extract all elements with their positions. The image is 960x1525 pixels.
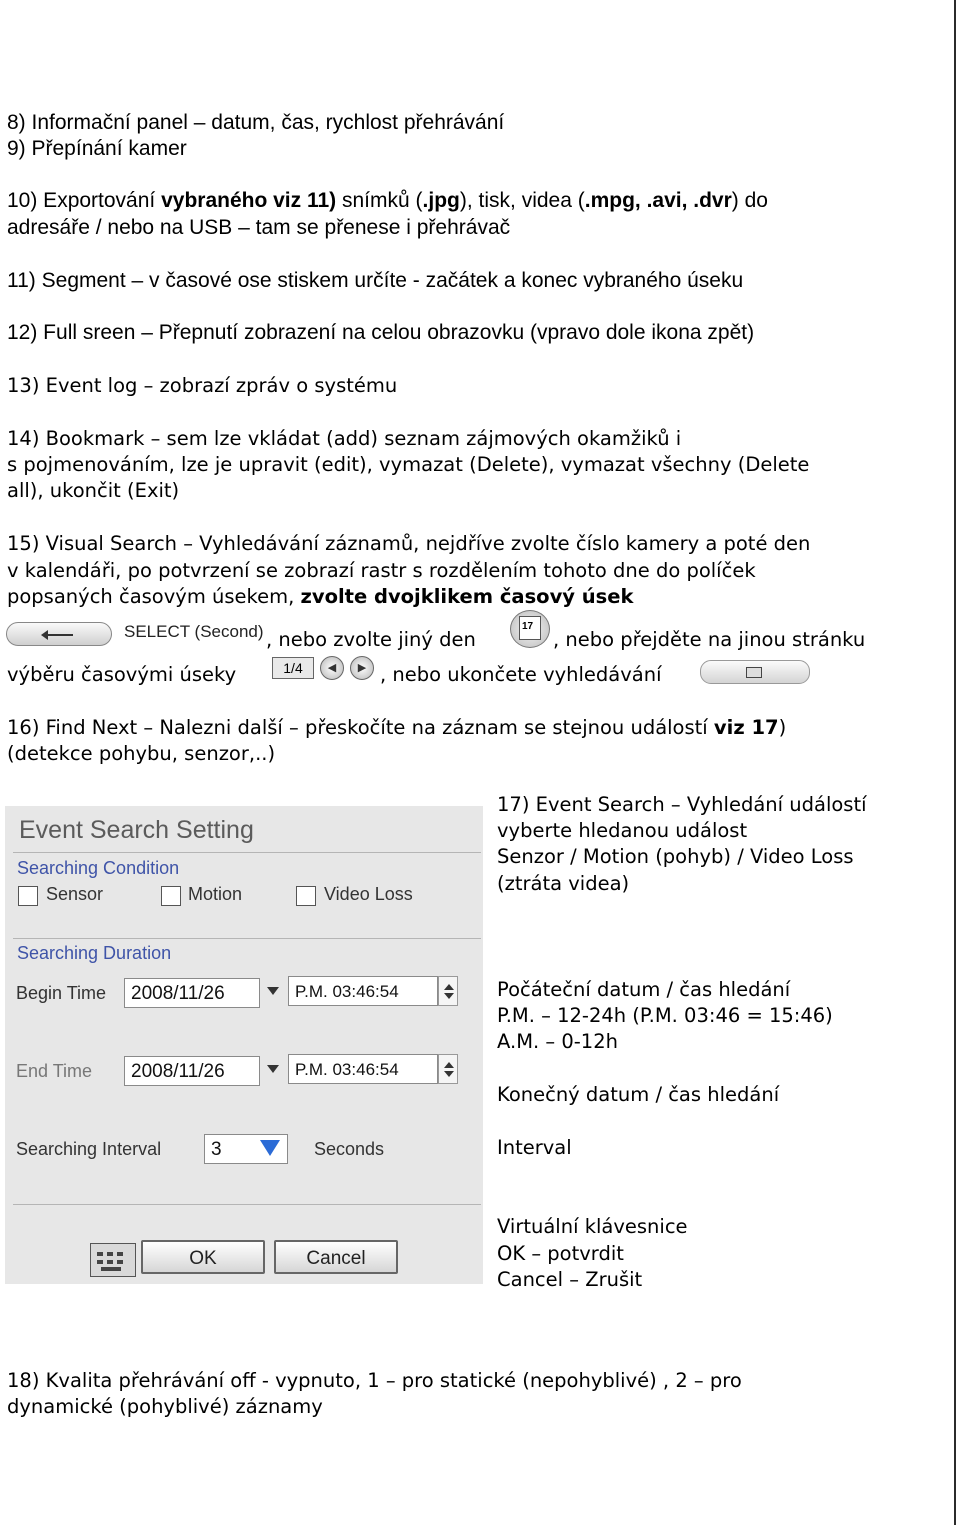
interval-select[interactable]: 3 (204, 1134, 288, 1164)
line-12: 12) Full sreen – Přepnutí zobrazení na celou obrazovku (vpravo dole ikona zpět) (7, 321, 755, 344)
line-13: 13) Event log – zobrazí zpráv o systému (7, 374, 398, 397)
text-fragment: ), tisk, videa ( (459, 189, 585, 212)
exit-search-button-image (700, 660, 810, 684)
motion-label: Motion (188, 884, 243, 904)
end-time-label: End Time (16, 1061, 93, 1081)
page-edge (954, 0, 956, 1525)
event-search-setting-dialog (5, 806, 483, 1284)
note-17a: 17) Event Search – Vyhledání událostí (497, 793, 867, 816)
sensor-label: Sensor (46, 884, 104, 904)
searching-condition-label: Searching Condition (17, 858, 180, 878)
key-glyph (97, 1260, 103, 1264)
sensor-checkbox[interactable] (18, 886, 38, 906)
end-time-spinner[interactable] (438, 1054, 458, 1084)
searching-duration-label: Searching Duration (17, 943, 172, 963)
note-keyboard: Virtuální klávesnice (497, 1215, 688, 1238)
line-10a (7, 188, 768, 214)
select-label: SELECT (Second) (124, 622, 264, 641)
bold-fragment: .jpg (422, 189, 460, 212)
begin-time-spinner[interactable] (438, 976, 458, 1006)
divider (13, 852, 481, 853)
note-end: Konečný datum / čas hledání (497, 1083, 780, 1106)
select-second-button-image (6, 620, 266, 648)
text-fragment: ) do (731, 189, 768, 212)
begin-time-input[interactable]: P.M. 03:46:54 (288, 976, 438, 1006)
back-pill (6, 622, 112, 646)
bold-fragment: zvolte dvojklikem časový úsek (300, 585, 634, 608)
dialog-title: Event Search Setting (19, 816, 254, 844)
interval-dropdown-icon[interactable] (262, 1136, 278, 1164)
searching-interval-label: Searching Interval (16, 1139, 162, 1159)
note-start-b: P.M. – 12-24h (P.M. 03:46 = 15:46) (497, 1004, 833, 1027)
line-16b: (detekce pohybu, senzor,..) (7, 742, 276, 765)
page-navigator-image (272, 655, 380, 681)
cancel-button[interactable]: Cancel (274, 1240, 398, 1274)
bold-fragment: viz 17 (713, 716, 779, 739)
end-date-input[interactable]: 2008/11/26 (124, 1056, 260, 1086)
text-fragment: ) (778, 716, 787, 739)
next-page-icon: ▶ (350, 656, 374, 680)
line-18a: 18) Kvalita přehrávání off - vypnuto, 1 – pro statické (nepohyblivé) , 2 – pro (7, 1369, 742, 1392)
note-17c: Senzor / Motion (pohyb) / Video Loss (497, 845, 854, 868)
ok-button[interactable]: OK (141, 1240, 265, 1274)
line-10b: adresáře / nebo na USB – tam se přenese i přehrávač (7, 216, 511, 239)
line-8: 8) Informační panel – datum, čas, rychlost přehrávání (7, 111, 505, 134)
begin-date-input[interactable]: 2008/11/26 (124, 978, 260, 1008)
space-key-glyph (101, 1267, 121, 1271)
begin-date-dropdown-icon[interactable] (264, 979, 280, 1007)
video-loss-checkbox[interactable] (296, 886, 316, 906)
note-start-a: Počáteční datum / čas hledání (497, 978, 791, 1001)
end-date-dropdown-icon[interactable] (264, 1057, 280, 1085)
calendar-day: 17 (522, 621, 534, 632)
line-14b: s pojmenováním, lze je upravit (edit), vymazat (Delete), vymazat všechny (Delete (7, 453, 810, 476)
envelope-icon (746, 667, 762, 678)
note-17d: (ztráta videa) (497, 872, 630, 895)
line-15b: v kalendáři, po potvrzení se zobrazí rastr s rozdělením tohoto dne do políček (7, 559, 756, 582)
note-ok: OK – potvrdit (497, 1242, 624, 1265)
end-time-input[interactable]: P.M. 03:46:54 (288, 1054, 438, 1084)
virtual-keyboard-icon[interactable] (90, 1243, 136, 1277)
key-glyph (107, 1260, 113, 1264)
note-cancel: Cancel – Zrušit (497, 1268, 643, 1291)
line-15d-1: , nebo zvolte jiný den (266, 628, 476, 651)
text-fragment: 16) Find Next – Nalezni další – přeskočíte na záznam se stejnou událostí (7, 716, 714, 739)
line-15d-2: , nebo přejděte na jinou stránku (553, 628, 866, 651)
note-start-c: A.M. – 0-12h (497, 1030, 618, 1053)
key-glyph (117, 1252, 123, 1256)
line-14c: all), ukončit (Exit) (7, 479, 180, 502)
text-fragment: 10) Exportování (7, 189, 162, 212)
line-15e-1: výběru časovými úseky (7, 663, 237, 686)
divider (13, 1204, 481, 1205)
line-15e-2: , nebo ukončete vyhledávání (380, 663, 662, 686)
page-counter: 1/4 (272, 657, 314, 679)
left-arrow-icon (43, 634, 73, 636)
note-interval: Interval (497, 1136, 572, 1159)
line-15c (7, 584, 633, 610)
begin-time-label: Begin Time (16, 983, 107, 1003)
text-fragment: popsaných časovým úsekem, (7, 585, 301, 608)
note-17b: vyberte hledanou událost (497, 819, 748, 842)
key-glyph (107, 1252, 113, 1256)
key-glyph (97, 1252, 103, 1256)
calendar-icon (510, 610, 550, 648)
video-loss-label: Video Loss (324, 884, 413, 904)
bold-fragment: vybraného viz 11) (161, 189, 337, 212)
key-glyph (117, 1260, 123, 1264)
line-14a: 14) Bookmark – sem lze vkládat (add) seznam zájmových okamžiků i (7, 427, 682, 450)
line-11: 11) Segment – v časové ose stiskem určíte - začátek a konec vybraného úseku (7, 269, 744, 292)
line-16a (7, 715, 786, 741)
seconds-label: Seconds (314, 1139, 385, 1159)
text-fragment: snímků ( (336, 189, 423, 212)
line-18b: dynamické (pohyblivé) záznamy (7, 1395, 323, 1418)
bold-fragment: .mpg, .avi, .dvr (584, 189, 732, 212)
motion-checkbox[interactable] (161, 886, 181, 906)
prev-page-icon: ◀ (320, 656, 344, 680)
divider (13, 938, 481, 939)
line-9: 9) Přepínání kamer (7, 137, 187, 160)
line-15a: 15) Visual Search – Vyhledávání záznamů, nejdříve zvolte číslo kamery a poté den (7, 532, 811, 555)
